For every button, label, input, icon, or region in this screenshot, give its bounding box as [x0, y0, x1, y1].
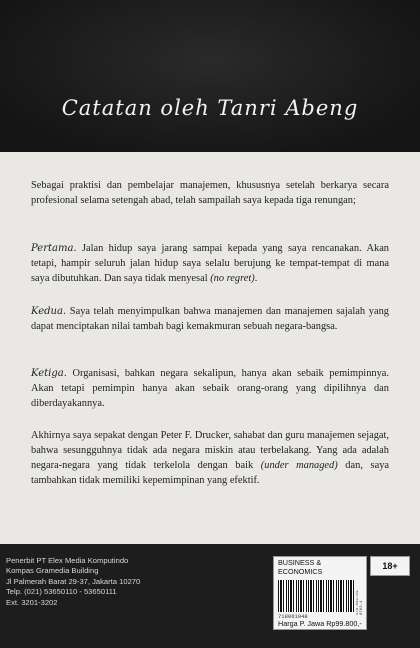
publisher-info: [6, 556, 140, 608]
barcode-icon: [278, 580, 354, 612]
text-panel: [0, 152, 420, 544]
paragraph-lead: Pertama.: [31, 243, 77, 254]
paragraph-text: Organisasi, bahkan negara sekalipun, hanya akan sebaik pemimpinnya. Akan tetapi pemimpin hanya akan sebaik orang-orang yang dipilihnya dan diberdayakannya.: [31, 368, 389, 409]
paragraph-lead: Ketiga.: [31, 368, 67, 379]
cover-top-band: [0, 0, 420, 152]
emphasis-text: (under managed): [260, 460, 338, 471]
paragraph-text: Saya telah menyimpulkan bahwa manajemen dan manajemen sajalah yang dapat menciptakan nilai tambah bagi kemakmuran sebuah negara-bangsa.: [31, 306, 389, 332]
closing-paragraph: [31, 428, 389, 488]
price-label: Harga P. Jawa Rp99.800,-: [278, 619, 362, 628]
paragraph-pertama: [31, 241, 389, 286]
publisher-line: Penerbit PT Elex Media Komputindo: [6, 556, 129, 565]
isbn-number: 718061948: [278, 613, 308, 620]
paragraph-text: Akhirnya saya sepakat dengan Peter F. Drucker, sahabat dan guru manajemen sejagat, bahwa sesungguhnya tidak ada negara miskin atau terbelakang. Yang ada adalah negara-negara yang tidak terkelola dengan baik: [31, 430, 389, 471]
isbn-vertical: 978-602-04-8763-4: [356, 588, 364, 615]
category-line: ECONOMICS: [278, 566, 323, 576]
publisher-line: Kompas Gramedia Building: [6, 566, 99, 576]
publisher-line: Ext. 3201-3202: [6, 597, 58, 607]
paragraph-lead: Kedua.: [31, 306, 67, 317]
publisher-line: Telp. (021) 53650110 - 53650111: [6, 587, 117, 597]
category-label: [278, 559, 322, 576]
paragraph-text: Jalan hidup saya jarang sampai kepada yang saya rencanakan. Akan tetapi, hampir seluruh jalan hidup saya selalu berujung ke tempat-tempat di mana saya dibutuhkan. Dan saya tidak menyesal: [31, 243, 389, 284]
barcode-label: [273, 556, 367, 630]
section-heading: Catatan oleh Tanri Abeng: [61, 96, 359, 120]
publisher-line: Jl Palmerah Barat 29-37, Jakarta 10270: [6, 576, 141, 586]
age-rating-badge: 18+: [370, 556, 410, 576]
paragraph-kedua: [31, 304, 389, 334]
paragraph-end: .: [254, 273, 258, 284]
paragraph-ketiga: [31, 366, 389, 411]
emphasis-text: (no regret): [210, 273, 255, 284]
category-line: BUSINESS &: [278, 558, 322, 567]
paragraph-end: dan, saya tambahkan tidak memiliki kepemimpinan yang efektif.: [31, 460, 389, 486]
intro-paragraph: Sebagai praktisi dan pembelajar manajemen, khususnya setelah berkarya secara profesional selama setengah abad, telah sampailah saya kepada tiga renungan;: [31, 180, 389, 206]
